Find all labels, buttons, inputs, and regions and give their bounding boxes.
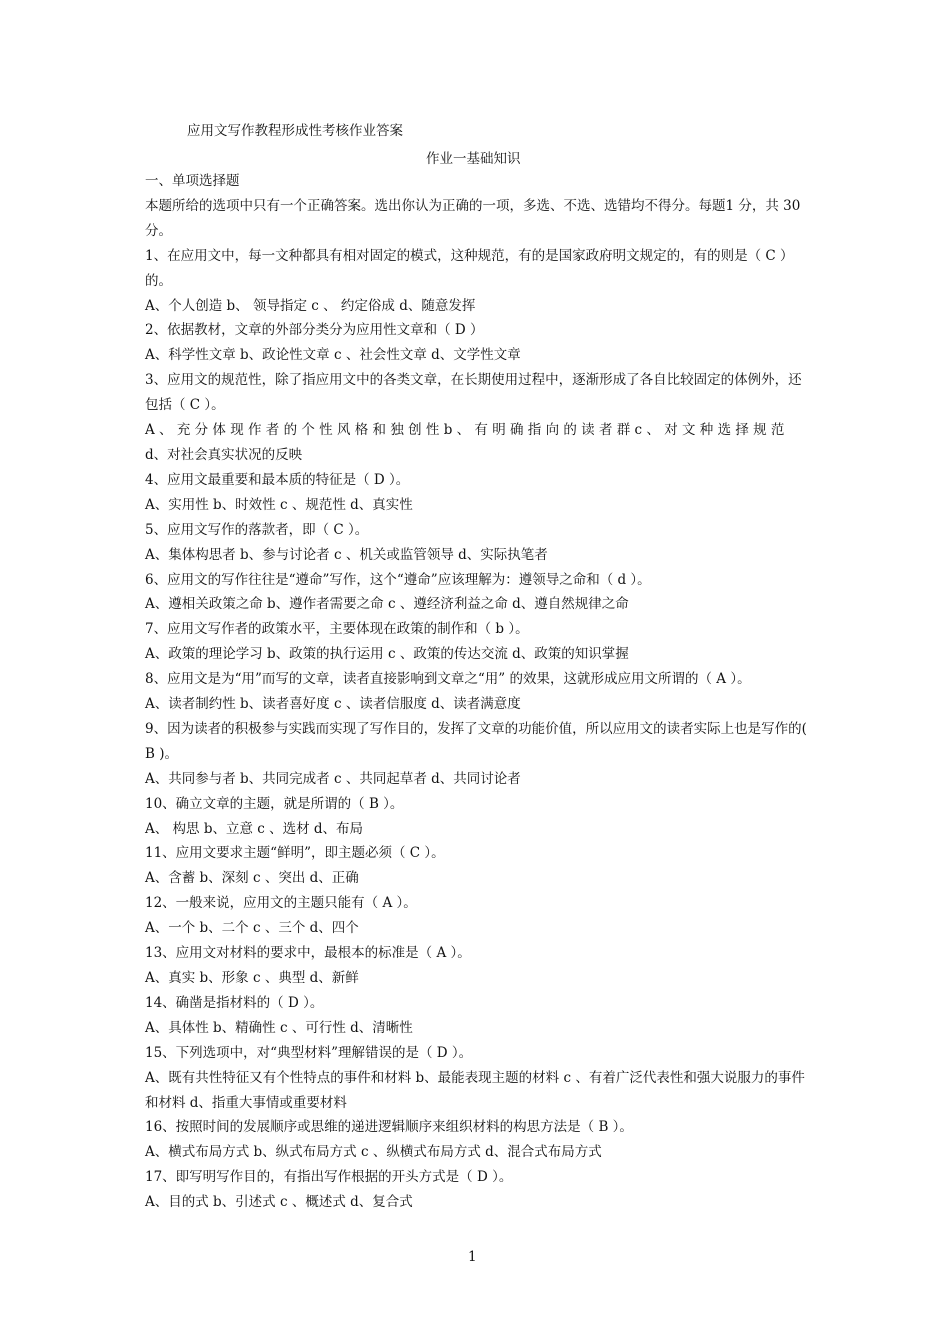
options-14: A、具体性 b、精确性 c 、可行性 d、清晰性 bbox=[145, 1019, 413, 1036]
options-7: A、政策的理论学习 b、政策的执行运用 c 、政策的传达交流 d、政策的知识掌握 bbox=[145, 646, 629, 663]
document-subtitle: 作业一基础知识 bbox=[426, 151, 521, 167]
options-12: A、一个 b、二个 c 、三个 d、四个 bbox=[145, 920, 359, 937]
question-2: 2、依据教材，文章的外部分类分为应用性文章和（ D ） bbox=[145, 322, 484, 339]
options-4: A、实用性 b、时效性 c 、规范性 d、真实性 bbox=[145, 496, 413, 513]
options-16: A、横式布局方式 b、纵式布局方式 c 、纵横式布局方式 d、混合式布局方式 bbox=[145, 1144, 602, 1161]
options-5: A、集体构思者 b、参与讨论者 c 、机关或监管领导 d、实际执笔者 bbox=[145, 546, 548, 563]
question-11: 11、应用文要求主题“鲜明”，即主题必须（ C ）。 bbox=[145, 845, 445, 862]
question-15: 15、下列选项中，对“典型材料”理解错误的是（ D ）。 bbox=[145, 1044, 473, 1061]
options-11: A、含蓄 b、深刻 c 、突出 d、正确 bbox=[145, 870, 359, 887]
options-10: A、 构思 b、立意 c 、选材 d、布局 bbox=[145, 820, 364, 837]
question-6: 6、应用文的写作往往是“遵命”写作，这个“遵命”应该理解为：遵领导之命和（ d ）。 bbox=[145, 571, 651, 588]
question-1: 1、在应用文中，每一文种都具有相对固定的模式，这种规范，有的是国家政府明文规定的，有的则是（ C ）的。 bbox=[145, 247, 794, 289]
options-13: A、真实 b、形象 c 、典型 d、新鲜 bbox=[145, 970, 359, 986]
options-8: A、读者制约性 b、读者喜好度 c 、读者信服度 d、读者满意度 bbox=[145, 696, 521, 713]
question-10: 10、确立文章的主题，就是所谓的（ B ）。 bbox=[145, 795, 404, 812]
question-5: 5、应用文写作的落款者，即（ C ）。 bbox=[145, 521, 369, 538]
question-12: 12、一般来说，应用文的主题只能有（ A ）。 bbox=[145, 895, 417, 912]
options-1: A、个人创造 b、 领导指定 c 、 约定俗成 d、随意发挥 bbox=[145, 297, 476, 314]
options-2: A、科学性文章 b、政论性文章 c 、社会性文章 d、文学性文章 bbox=[145, 347, 521, 364]
instructions: 本题所给的选项中只有一个正确答案。选出你认为正确的一项，多选、不选、选错均不得分。每题1 分，共 30 分。 bbox=[145, 197, 801, 239]
document-body bbox=[145, 169, 810, 1215]
question-7: 7、应用文写作者的政策水平，主要体现在政策的制作和（ b ）。 bbox=[145, 621, 529, 638]
document-title: 应用文写作教程形成性考核作业答案 bbox=[187, 123, 403, 139]
question-9: 9、因为读者的积极参与实践而实现了写作目的，发挥了文章的功能价值，所以应用文的读者实际上也是写作的( B )。 bbox=[145, 720, 807, 762]
options-15: A、既有共性特征又有个性特点的事件和材料 b、最能表现主题的材料 c 、有着广泛代表性和强大说服力的事件和材料 d、指重大事情或重要材料 bbox=[145, 1069, 805, 1111]
options-17: A、目的式 b、引述式 c 、概述式 d、复合式 bbox=[145, 1194, 413, 1211]
question-8: 8、应用文是为“用”而写的文章，读者直接影响到文章之“用” 的效果，这就形成应用文所谓的（ A ）。 bbox=[145, 671, 751, 688]
page-number: 1 bbox=[468, 1249, 477, 1265]
question-16: 16、按照时间的发展顺序或思维的递进逻辑顺序来组织材料的构思方法是（ B ）。 bbox=[145, 1119, 633, 1136]
section-heading: 一、单项选择题 bbox=[145, 173, 240, 189]
question-3: 3、应用文的规范性，除了指应用文中的各类文章，在长期使用过程中，逐渐形成了各自比较固定的体例外，还包括（ C ）。 bbox=[145, 372, 802, 414]
question-17: 17、即写明写作目的，有指出写作根据的开头方式是（ D ）。 bbox=[145, 1169, 513, 1186]
question-13: 13、应用文对材料的要求中，最根本的标准是（ A ）。 bbox=[145, 945, 471, 962]
question-4: 4、应用文最重要和最本质的特征是（ D ）。 bbox=[145, 471, 410, 488]
options-9: A、共同参与者 b、共同完成者 c 、共同起草者 d、共同讨论者 bbox=[145, 770, 521, 787]
options-6: A、遵相关政策之命 b、遵作者需要之命 c 、遵经济利益之命 d、遵自然规律之命 bbox=[145, 596, 629, 613]
question-14: 14、确凿是指材料的（ D ）。 bbox=[145, 994, 324, 1011]
options-3: A 、 充 分 体 现 作 者 的 个 性 风 格 和 独 创 性 b 、 有 明 确 指 向 的 读 者 群 c 、 对 文 种 选 择 规 范 d、对社会真实状况的反映 bbox=[145, 422, 785, 463]
